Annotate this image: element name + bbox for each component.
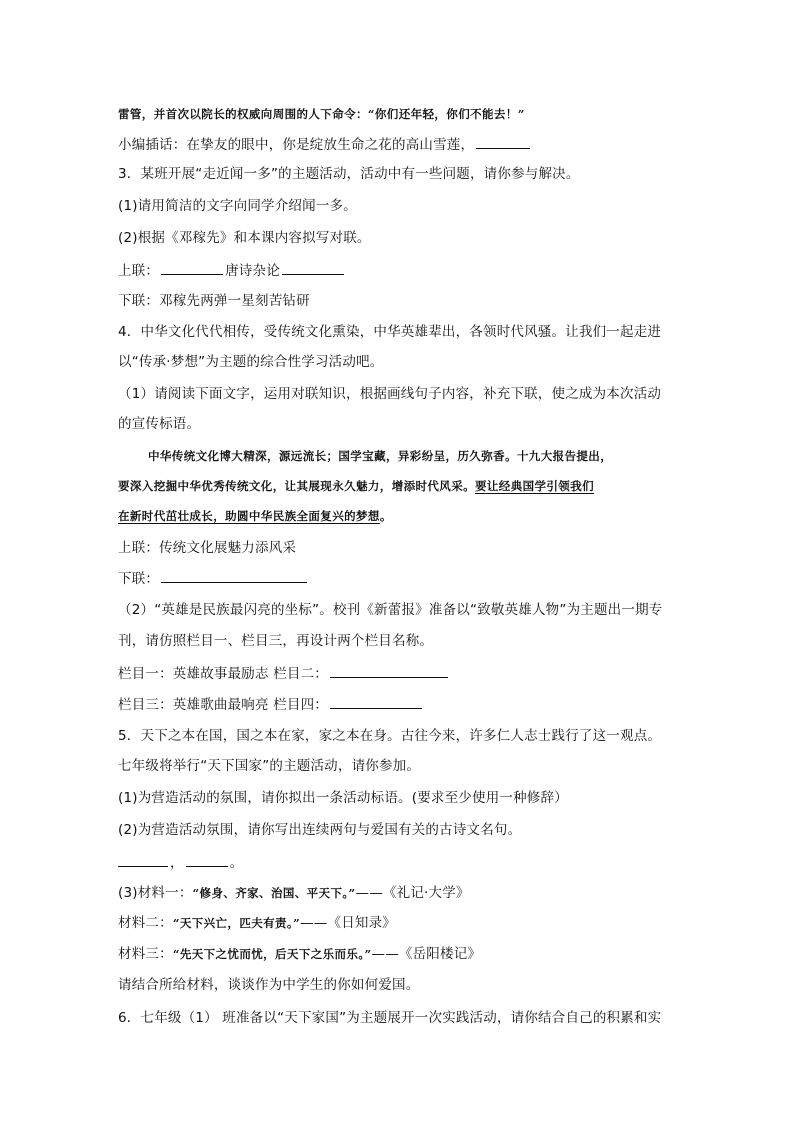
material-quote: “修身、齐家、治国、平天下。” (192, 886, 356, 900)
material-2 (118, 913, 396, 933)
underlined-sentence: 在新时代茁壮成长，助圆中华民族全面复兴的梦想 (118, 509, 380, 523)
question-5-part-1: (1)为营造活动的氛围，请你拟出一条活动标语。(要求至少使用一种修辞） (118, 790, 568, 806)
answer-blank (161, 260, 223, 275)
question-5-title: 5．天下之本在国，国之本在家，家之本在身。古往今来，许多仁人志士践行了这一观点。 (118, 728, 662, 744)
answer-blank (476, 134, 530, 149)
material-1 (118, 883, 470, 903)
passage-text: 要深入挖掘中华优秀传统文化，让其展现永久魅力，增添时代风采。 (118, 479, 475, 493)
question-4-part-1: （1）请阅读下面文字，运用对联知识，根据画线句子内容，补充下联，使之成为本次活动 (118, 386, 662, 402)
question-3-part-2: (2)根据《邓稼先》和本课内容拟写对联。 (118, 230, 371, 246)
couplet-upper (118, 260, 346, 281)
question-5-part-2: (2)为营造活动氛围，请你写出连续两句与爱国有关的古诗文名句。 (118, 822, 522, 838)
question-4-title: 4．中华文化代代相传，受传统文化熏染，中华英雄辈出，各领时代风骚。让我们一起走进 (118, 324, 662, 340)
column-row-2 (118, 694, 424, 715)
material-label: 材料三： (118, 946, 173, 962)
underlined-sentence: 要让经典国学引领我们 (475, 479, 594, 493)
material-label: (3)材料一： (118, 885, 193, 901)
passage-end: 。 (379, 509, 392, 523)
couplet-lower: 下联：邓稼先两弹一星刻苦钻研 (118, 293, 310, 309)
answer-blank (161, 568, 307, 583)
question-5-title-cont: 七年级将举行“天下国家”的主题活动，请你参加。 (118, 758, 421, 774)
question-3-part-1: (1)请用简洁的文字向同学介绍闻一多。 (118, 198, 357, 214)
slogan-lower-label: 下联： (118, 571, 160, 587)
material-source: ——《日知录》 (300, 915, 396, 931)
answer-blank (330, 663, 448, 678)
question-4-part-1-cont: 的宣传标语。 (118, 416, 201, 432)
material-3 (118, 944, 481, 964)
poem-blanks (118, 852, 243, 873)
material-quote: “先天下之忧而忧，后天下之乐而乐。” (172, 947, 372, 961)
answer-blank (118, 852, 168, 867)
couplet-upper-label: 上联： (118, 263, 160, 279)
slogan-lower (118, 568, 309, 589)
passage-continuation: 雷管，并首次以院长的权威向周围的人下命令：“你们还年轻，你们不能去！” (118, 107, 525, 121)
slogan-upper: 上联：传统文化展魅力添风采 (118, 540, 297, 556)
question-4-part-2: （2）“英雄是民族最闪亮的坐标”。校刊《新蕾报》准备以“致敬英雄人物”为主题出一期专 (118, 602, 663, 618)
column-text: 栏目一：英雄故事最励志 栏目二： (118, 666, 328, 682)
material-quote: “天下兴亡，匹夫有责。” (172, 916, 301, 930)
question-4-title-cont: 以“传承·梦想”为主题的综合性学习活动吧。 (118, 354, 384, 370)
material-source: ——《岳阳楼记》 (371, 946, 482, 962)
column-text: 栏目三：英雄歌曲最响亮 栏目四： (118, 697, 328, 713)
editor-note-text: 小编插话：在挚友的眼中，你是绽放生命之花的高山雪莲， (118, 137, 475, 153)
passage-line-3 (118, 506, 392, 526)
question-4-part-2-cont: 刊，请仿照栏目一、栏目三，再设计两个栏目名称。 (118, 633, 434, 649)
column-row-1 (118, 663, 450, 684)
passage-line-1: 中华传统文化博大精深，源远流长；国学宝藏，异彩纷呈，历久弥香。十九大报告提出， (148, 449, 613, 463)
period: 。 (229, 855, 244, 871)
question-3-title: 3．某班开展“走近闻一多”的主题活动，活动中有一些问题，请你参与解决。 (118, 166, 580, 182)
editor-note (118, 134, 532, 155)
material-label: 材料二： (118, 915, 173, 931)
answer-blank (330, 694, 422, 709)
answer-blank (186, 852, 228, 867)
couplet-upper-mid: 唐诗杂论 (225, 263, 280, 279)
question-6-title: 6．七年级（1） 班准备以“天下家国”为主题展开一次实践活动，请你结合自己的积累和实 (118, 1010, 662, 1026)
passage-line-2 (118, 476, 594, 496)
question-5-part-3-ask: 请结合所给材料，谈谈作为中学生的你如何爱国。 (118, 977, 420, 993)
comma: ， (170, 855, 184, 871)
answer-blank (282, 260, 344, 275)
material-source: ——《礼记·大学》 (355, 885, 470, 901)
